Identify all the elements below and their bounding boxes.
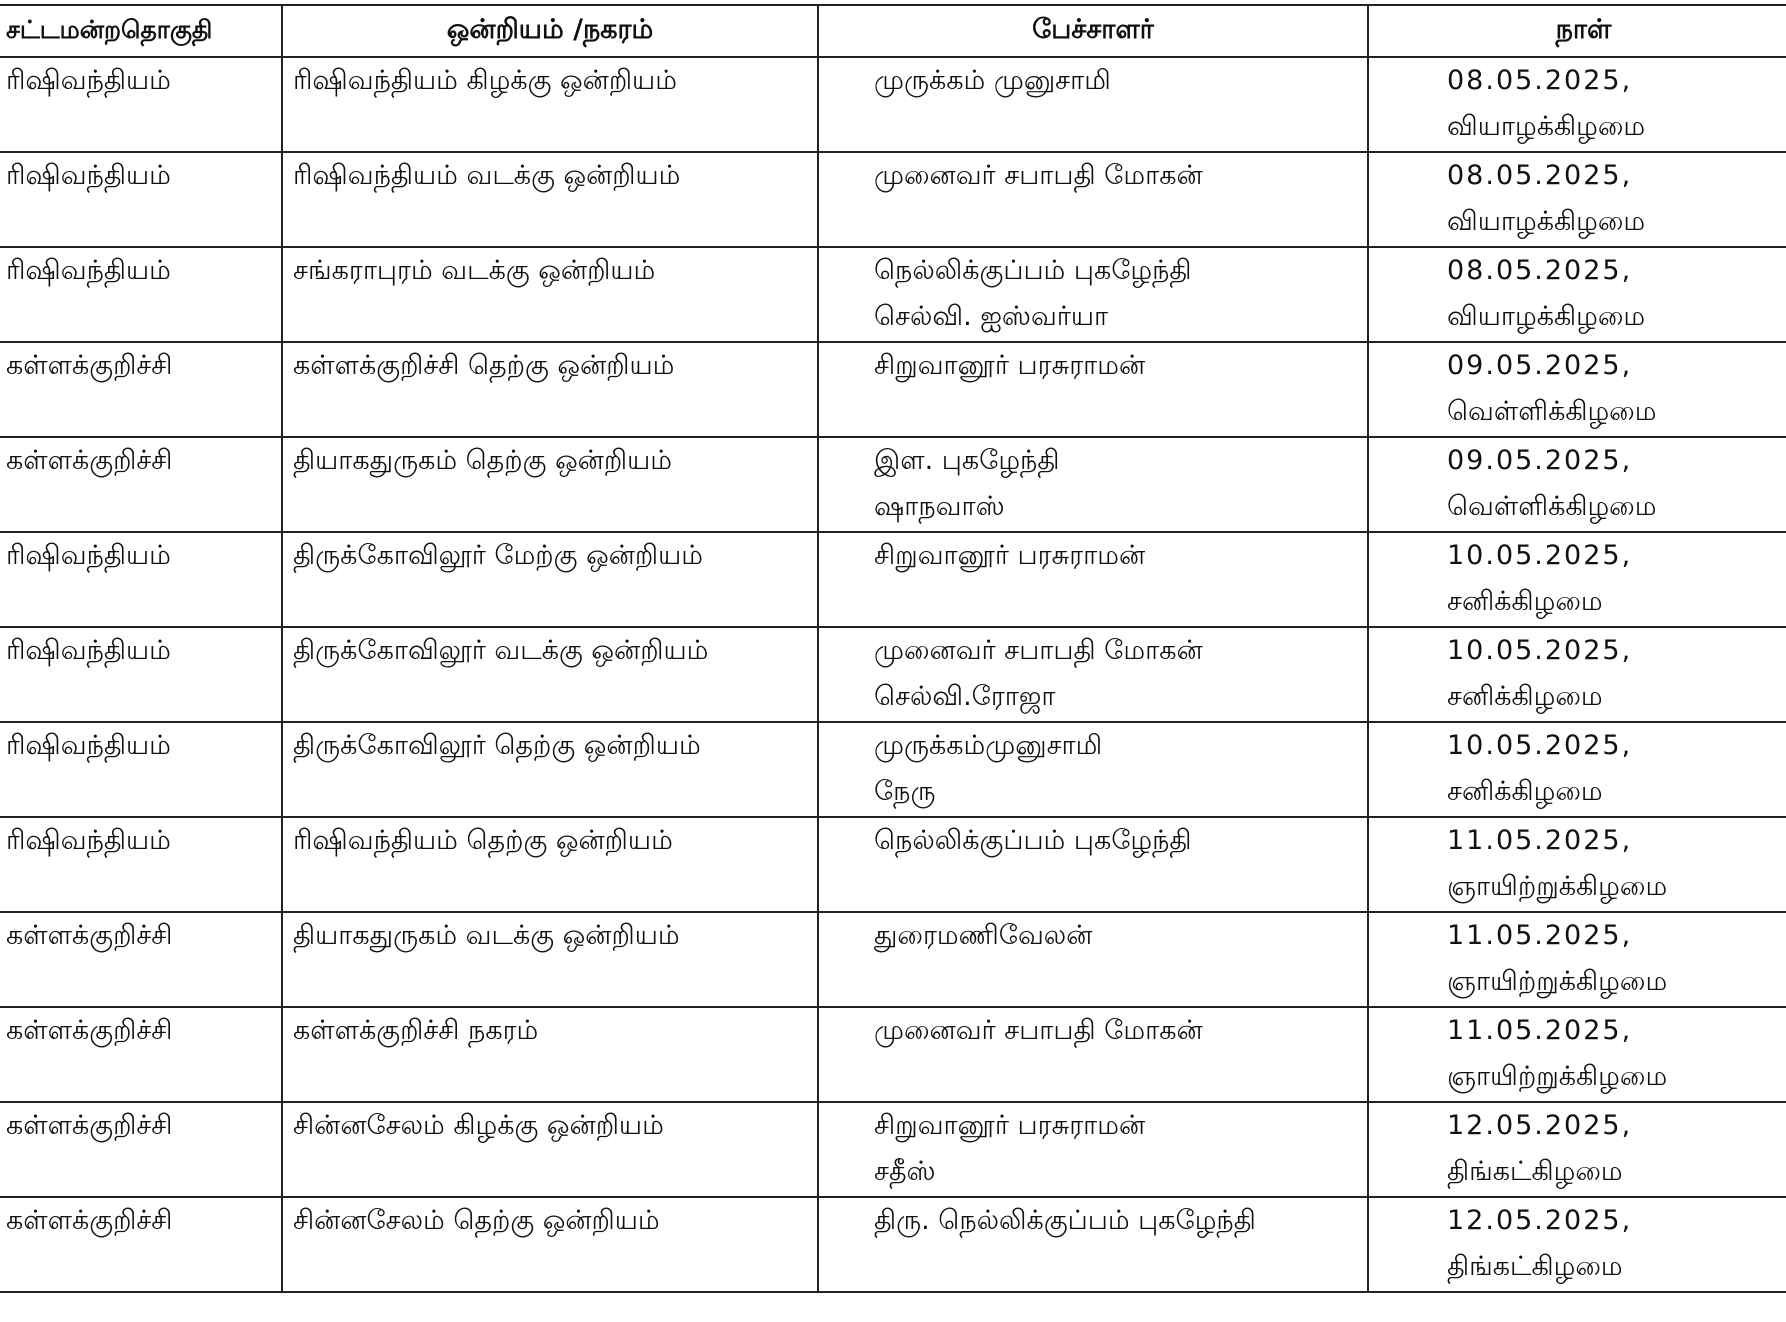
weekday-text: வியாழக்கிழமை <box>1447 111 1646 142</box>
union-text: தியாகதுருகம் வடக்கு ஒன்றியம் <box>293 920 680 951</box>
table-row <box>0 57 1786 152</box>
date-cell <box>1368 912 1786 1007</box>
date-cell <box>1368 722 1786 817</box>
speaker-secondary-text: ஷாநவாஸ் <box>874 491 1005 522</box>
union-cell <box>282 152 818 247</box>
date-cell <box>1368 57 1786 152</box>
constituency-text: ரிஷிவந்தியம் <box>6 730 171 761</box>
date-text: 09.05.2025, <box>1447 350 1633 381</box>
speaker-cell <box>818 342 1368 437</box>
table-row <box>0 342 1786 437</box>
constituency-cell <box>0 722 282 817</box>
union-cell <box>282 342 818 437</box>
union-cell <box>282 1197 818 1292</box>
union-text: தியாகதுருகம் தெற்கு ஒன்றியம் <box>293 445 672 476</box>
union-text: சங்கராபுரம் வடக்கு ஒன்றியம் <box>293 255 656 286</box>
speaker-primary-text: திரு. நெல்லிக்குப்பம் புகழேந்தி <box>874 1205 1256 1236</box>
date-text: 12.05.2025, <box>1447 1110 1633 1141</box>
constituency-cell <box>0 247 282 342</box>
union-cell <box>282 247 818 342</box>
union-cell <box>282 57 818 152</box>
table-body <box>0 57 1786 1292</box>
table-row <box>0 152 1786 247</box>
union-cell <box>282 722 818 817</box>
weekday-text: வியாழக்கிழமை <box>1447 301 1646 332</box>
speaker-primary-text: நெல்லிக்குப்பம் புகழேந்தி <box>874 825 1192 856</box>
weekday-text: திங்கட்கிழமை <box>1447 1156 1623 1187</box>
speaker-secondary-text: நேரு <box>874 776 936 807</box>
speaker-cell <box>818 57 1368 152</box>
constituency-cell <box>0 532 282 627</box>
date-text: 11.05.2025, <box>1447 1015 1633 1046</box>
table-header-row <box>0 5 1786 57</box>
table-row <box>0 1102 1786 1197</box>
speaker-cell <box>818 912 1368 1007</box>
speaker-primary-text: முருக்கம்முனுசாமி <box>874 730 1103 761</box>
speaker-primary-text: முனைவர் சபாபதி மோகன் <box>874 635 1203 666</box>
constituency-text: கள்ளக்குறிச்சி <box>6 1205 173 1236</box>
union-text: கள்ளக்குறிச்சி தெற்கு ஒன்றியம் <box>293 350 675 381</box>
speaker-secondary-text: செல்வி.ரோஜா <box>874 681 1056 712</box>
date-cell <box>1368 342 1786 437</box>
date-cell <box>1368 247 1786 342</box>
speaker-primary-text: முருக்கம் முனுசாமி <box>874 65 1111 96</box>
weekday-text: சனிக்கிழமை <box>1447 586 1603 617</box>
speaker-cell <box>818 722 1368 817</box>
speaker-primary-text: இள. புகழேந்தி <box>874 445 1060 476</box>
weekday-text: ஞாயிற்றுக்கிழமை <box>1447 1061 1668 1092</box>
date-text: 10.05.2025, <box>1447 540 1633 571</box>
union-cell <box>282 912 818 1007</box>
speaker-primary-text: சிறுவானூர் பரசுராமன் <box>874 350 1146 381</box>
speaker-primary-text: துரைமணிவேலன் <box>874 920 1093 951</box>
union-text: ரிஷிவந்தியம் தெற்கு ஒன்றியம் <box>293 825 673 856</box>
date-text: 10.05.2025, <box>1447 635 1633 666</box>
table-row <box>0 1007 1786 1102</box>
date-cell <box>1368 817 1786 912</box>
union-cell <box>282 532 818 627</box>
constituency-text: ரிஷிவந்தியம் <box>6 160 171 191</box>
speaker-cell <box>818 532 1368 627</box>
speaker-cell <box>818 1197 1368 1292</box>
date-cell <box>1368 1197 1786 1292</box>
speaker-primary-text: முனைவர் சபாபதி மோகன் <box>874 160 1203 191</box>
union-cell <box>282 1102 818 1197</box>
speaker-secondary-text: சதீஸ் <box>874 1156 936 1187</box>
weekday-text: வியாழக்கிழமை <box>1447 206 1646 237</box>
constituency-text: ரிஷிவந்தியம் <box>6 255 171 286</box>
constituency-text: கள்ளக்குறிச்சி <box>6 920 173 951</box>
table-row <box>0 437 1786 532</box>
constituency-text: கள்ளக்குறிச்சி <box>6 445 173 476</box>
speaker-cell <box>818 437 1368 532</box>
union-cell <box>282 1007 818 1102</box>
date-cell <box>1368 1102 1786 1197</box>
weekday-text: சனிக்கிழமை <box>1447 681 1603 712</box>
date-cell <box>1368 532 1786 627</box>
weekday-text: ஞாயிற்றுக்கிழமை <box>1447 966 1668 997</box>
speaker-schedule-table <box>0 4 1786 1293</box>
union-text: சின்னசேலம் தெற்கு ஒன்றியம் <box>293 1205 660 1236</box>
speaker-primary-text: சிறுவானூர் பரசுராமன் <box>874 540 1146 571</box>
date-cell <box>1368 1007 1786 1102</box>
constituency-cell <box>0 1197 282 1292</box>
constituency-text: ரிஷிவந்தியம் <box>6 635 171 666</box>
table-row <box>0 247 1786 342</box>
weekday-text: வெள்ளிக்கிழமை <box>1447 491 1657 522</box>
date-text: 12.05.2025, <box>1447 1205 1633 1236</box>
table-row <box>0 912 1786 1007</box>
table-row <box>0 1197 1786 1292</box>
weekday-text: வெள்ளிக்கிழமை <box>1447 396 1657 427</box>
weekday-text: சனிக்கிழமை <box>1447 776 1603 807</box>
date-text: 10.05.2025, <box>1447 730 1633 761</box>
constituency-cell <box>0 57 282 152</box>
union-text: திருக்கோவிலூர் மேற்கு ஒன்றியம் <box>293 540 704 571</box>
constituency-cell <box>0 817 282 912</box>
speaker-cell <box>818 1007 1368 1102</box>
constituency-cell <box>0 627 282 722</box>
date-text: 08.05.2025, <box>1447 255 1633 286</box>
header-union: ஒன்றியம் /நகரம் <box>282 5 818 57</box>
date-cell <box>1368 152 1786 247</box>
constituency-text: ரிஷிவந்தியம் <box>6 825 171 856</box>
header-constituency: சட்டமன்றதொகுதி <box>0 5 282 57</box>
table-row <box>0 722 1786 817</box>
weekday-text: ஞாயிற்றுக்கிழமை <box>1447 871 1668 902</box>
header-date: நாள் <box>1368 5 1786 57</box>
date-cell <box>1368 627 1786 722</box>
constituency-cell <box>0 152 282 247</box>
union-text: ரிஷிவந்தியம் கிழக்கு ஒன்றியம் <box>293 65 677 96</box>
union-cell <box>282 627 818 722</box>
union-cell <box>282 817 818 912</box>
constituency-text: கள்ளக்குறிச்சி <box>6 350 173 381</box>
union-text: சின்னசேலம் கிழக்கு ஒன்றியம் <box>293 1110 664 1141</box>
constituency-cell <box>0 1007 282 1102</box>
constituency-text: கள்ளக்குறிச்சி <box>6 1015 173 1046</box>
union-cell <box>282 437 818 532</box>
constituency-cell <box>0 912 282 1007</box>
speaker-cell <box>818 152 1368 247</box>
union-text: கள்ளக்குறிச்சி நகரம் <box>293 1015 539 1046</box>
weekday-text: திங்கட்கிழமை <box>1447 1251 1623 1282</box>
speaker-cell <box>818 247 1368 342</box>
header-speaker: பேச்சாளர் <box>818 5 1368 57</box>
speaker-primary-text: சிறுவானூர் பரசுராமன் <box>874 1110 1146 1141</box>
date-text: 11.05.2025, <box>1447 825 1633 856</box>
constituency-text: கள்ளக்குறிச்சி <box>6 1110 173 1141</box>
speaker-cell <box>818 627 1368 722</box>
date-cell <box>1368 437 1786 532</box>
speaker-cell <box>818 1102 1368 1197</box>
constituency-cell <box>0 342 282 437</box>
speaker-primary-text: முனைவர் சபாபதி மோகன் <box>874 1015 1203 1046</box>
constituency-text: ரிஷிவந்தியம் <box>6 65 171 96</box>
constituency-text: ரிஷிவந்தியம் <box>6 540 171 571</box>
speaker-secondary-text: செல்வி. ஐஸ்வர்யா <box>874 301 1109 332</box>
date-text: 11.05.2025, <box>1447 920 1633 951</box>
date-text: 09.05.2025, <box>1447 445 1633 476</box>
table-row <box>0 817 1786 912</box>
union-text: திருக்கோவிலூர் வடக்கு ஒன்றியம் <box>293 635 709 666</box>
table-row <box>0 532 1786 627</box>
date-text: 08.05.2025, <box>1447 160 1633 191</box>
table-row <box>0 627 1786 722</box>
speaker-cell <box>818 817 1368 912</box>
date-text: 08.05.2025, <box>1447 65 1633 96</box>
constituency-cell <box>0 437 282 532</box>
speaker-primary-text: நெல்லிக்குப்பம் புகழேந்தி <box>874 255 1192 286</box>
constituency-cell <box>0 1102 282 1197</box>
union-text: ரிஷிவந்தியம் வடக்கு ஒன்றியம் <box>293 160 681 191</box>
union-text: திருக்கோவிலூர் தெற்கு ஒன்றியம் <box>293 730 701 761</box>
